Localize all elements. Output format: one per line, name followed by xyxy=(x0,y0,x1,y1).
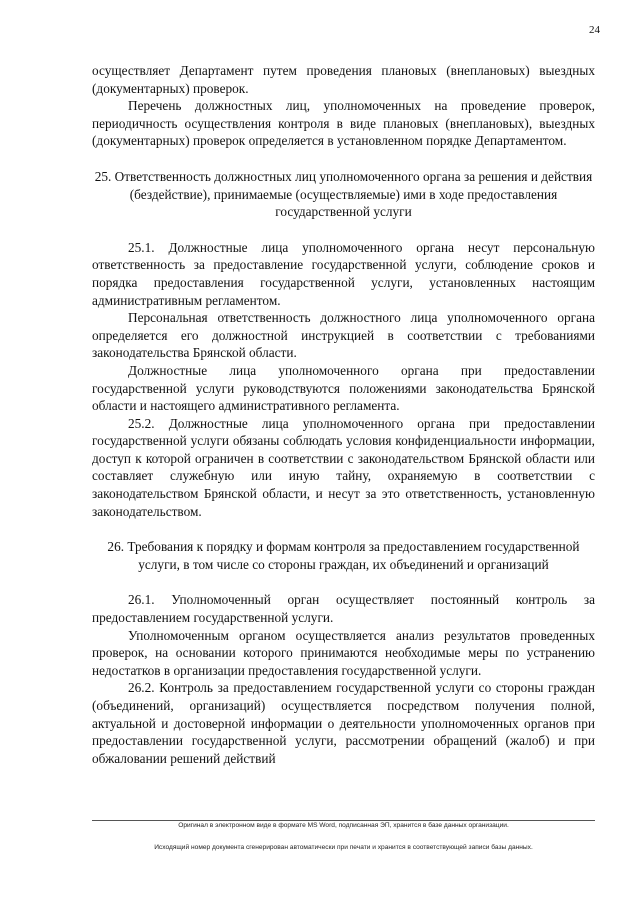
paragraph: Уполномоченным органом осуществляется анализ результатов проведенных проверок, на основании которого принимаются необходимые меры по устранению недостатков в организации предоставления государственной услуги. xyxy=(92,627,595,678)
section-title-25: 25. Ответственность должностных лиц уполномоченного органа за решения и действия (бездействие), принимаемые (осуществляемые) ими в ходе предоставления государственной услуги xyxy=(94,168,593,220)
document-body xyxy=(92,62,595,767)
paragraph: 26.2. Контроль за предоставлением государственной услуги со стороны граждан (объединений, организаций) осуществляется посредством получения полной, актуальной и достоверной информации о деятельности уполномоченных органов при предоставлении государственной услуги, рассмотрении обращений (жалоб) и при обжаловании решений действий xyxy=(92,680,595,766)
paragraph: осуществляет Департамент путем проведения плановых (внеплановых) выездных (документарных) проверок. xyxy=(92,63,595,96)
paragraph: 26.1. Уполномоченный орган осуществляет постоянный контроль за предоставлением государственной услуги. xyxy=(92,592,595,626)
paragraph: 25.1. Должностные лица уполномоченного органа несут персональную ответственность за предоставление государственной услуги, соблюдение сроков и порядка предоставления государственной услуги, установленных настоящим административным регламентом. xyxy=(92,239,595,308)
paragraph: Персональная ответственность должностного лица уполномоченного органа определяется его должностной инструкцией в соответствии с требованиями законодательства Брянской области. xyxy=(92,310,595,361)
paragraph: Должностные лица уполномоченного органа при предоставлении государственной услуги руководствуются положениями законодательства Брянской области и настоящего административного регламента. xyxy=(92,362,595,414)
footer-note-original: Оригинал в электронном виде в формате MS Word, подписанная ЭП, хранится в базе данных организации. xyxy=(178,822,509,829)
page-number: 24 xyxy=(589,24,600,36)
paragraph: 25.2. Должностные лица уполномоченного органа при предоставлении государственной услуги обязаны соблюдать условия конфиденциальности информации, доступ к которой ограничен в соответствии с законодательством Брянской области или составляет служебную или иную тайну, охраняемую в соответствии с законодательством Брянской области, и несут за это ответственность, установленную законодательством. xyxy=(92,415,595,519)
footer-note-number: Исходящий номер документа сгенерирован автоматически при печати и хранится в соответствующей записи базы данных. xyxy=(154,844,533,851)
paragraph: Перечень должностных лиц, уполномоченных на проведение проверок, периодичность осуществления контроля в виде плановых (внеплановых), выездных (документарных) проверок определяется в установленном порядке Департаментом. xyxy=(92,98,595,149)
section-title-26: 26. Требования к порядку и формам контроля за предоставлением государственной услуги, в том числе со стороны граждан, их объединений и организаций xyxy=(107,539,580,572)
footer-divider xyxy=(92,820,595,821)
